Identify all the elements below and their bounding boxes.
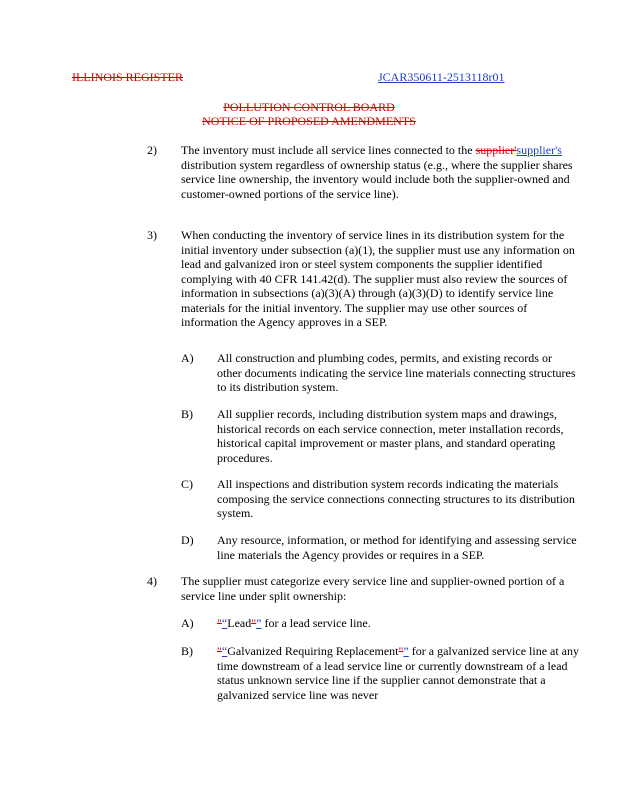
item-2-pre: The inventory must include all service lines connected to the xyxy=(181,143,473,157)
subitem-letter: B) xyxy=(181,407,193,421)
notice-title: NOTICE OF PROPOSED AMENDMENTS xyxy=(202,114,416,128)
inserted-quote: ” xyxy=(403,644,409,658)
item-4b-text xyxy=(217,644,579,702)
item-4a-rest: for a lead service line. xyxy=(261,616,371,630)
item-4b-rest: for a galvanized service line at any time downstream of a lead service line or currently downstream of a lead status unknown service line if the supplier cannot demonstrate that a galvanized service line was never xyxy=(217,644,579,702)
deleted-quote: " xyxy=(217,644,222,658)
subitem-letter: C) xyxy=(181,477,193,491)
item-number: 4) xyxy=(147,574,157,588)
item-number: 2) xyxy=(147,143,157,157)
item-3c-text: All inspections and distribution system records indicating the materials composing the service connections connecting structures to its distribution system. xyxy=(217,477,575,520)
deleted-quote: " xyxy=(398,644,404,658)
inserted-quote: “ xyxy=(221,644,228,658)
defined-term: Lead xyxy=(227,616,252,630)
inserted-quote: “ xyxy=(221,616,228,630)
item-4-text: The supplier must categorize every service line and supplier-owned portion of a service line under split ownership: xyxy=(181,574,565,603)
subitem-letter: A) xyxy=(181,616,194,630)
subitem-letter: D) xyxy=(181,533,194,547)
item-3d-text: Any resource, information, or method for identifying and assessing service line materials the Agency provides or requires in a SEP. xyxy=(217,533,577,562)
item-number: 3) xyxy=(147,228,157,242)
deleted-quote: " xyxy=(251,616,257,630)
subitem-letter: A) xyxy=(181,351,194,365)
deleted-text: supplier' xyxy=(475,143,517,157)
register-header: ILLINOIS REGISTER xyxy=(72,70,183,84)
item-2-post: distribution system regardless of ownership status (e.g., where the supplier shares service line ownership, the inventory would include both the supplier-owned and customer-owned portions of the service line). xyxy=(181,157,573,201)
document-code: JCAR350611-2513118r01 xyxy=(378,70,505,84)
subitem-letter: B) xyxy=(181,644,193,658)
item-2-text xyxy=(181,143,576,201)
item-4a-text xyxy=(217,616,579,631)
deleted-quote: " xyxy=(217,616,222,630)
item-3a-text: All construction and plumbing codes, permits, and existing records or other documents indicating the service line materials connecting structures to its distribution system. xyxy=(217,351,576,394)
inserted-quote: ” xyxy=(256,616,262,630)
inserted-text: supplier's xyxy=(516,143,562,157)
item-3b-text: All supplier records, including distribution system maps and drawings, historical records on each service connection, meter installation records, historical capital improvement or master plans, and standard operating procedures. xyxy=(217,407,564,465)
agency-title: POLLUTION CONTROL BOARD xyxy=(223,100,395,114)
defined-term: Galvanized Requiring Replacement xyxy=(227,644,399,658)
item-3-text: When conducting the inventory of service lines in its distribution system for the initial inventory under subsection (a)(1), the supplier must use any information on lead and galvanized iron or steel system components the supplier identified complying with 40 CFR 141.42(d). The supplier must also review the sources of information in subsections (a)(3)(A) through (a)(3)(D) to identify service line materials for the initial inventory. The supplier may use other sources of information the Agency approves in a SEP. xyxy=(181,228,575,329)
